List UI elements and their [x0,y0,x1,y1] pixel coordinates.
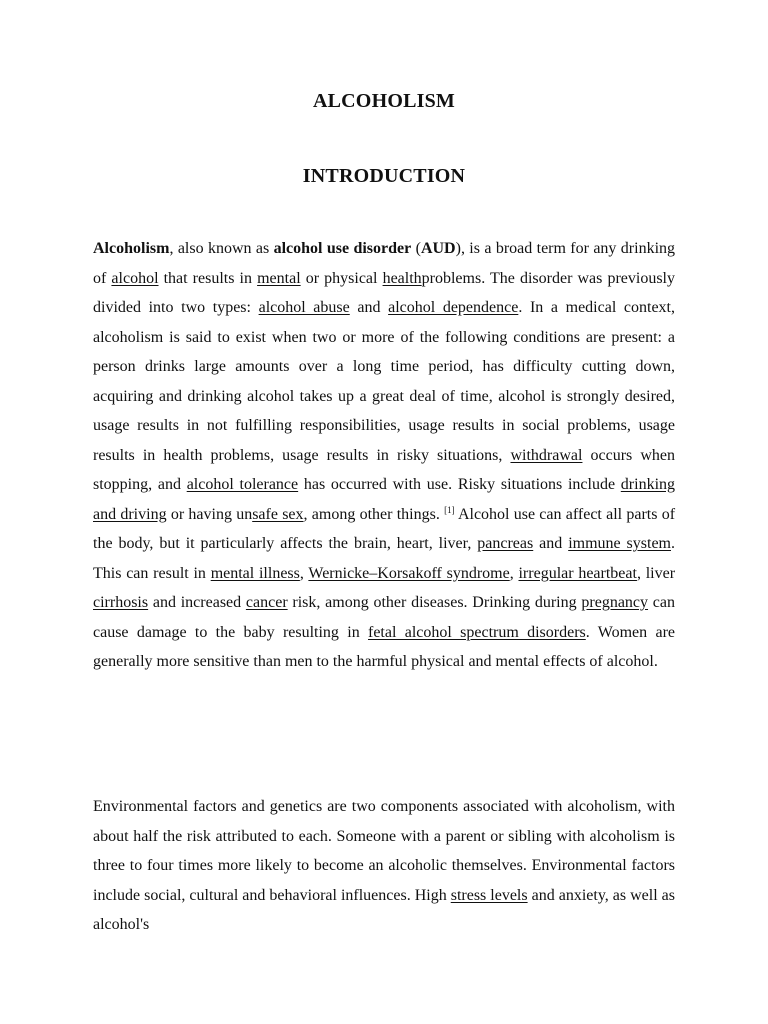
text-run: , among other things. [303,505,445,523]
section-heading: INTRODUCTION [302,165,466,187]
text-run: , [509,564,519,582]
bold-term: alcohol use disorder [273,240,412,257]
text-run: . This can result in [93,535,675,582]
text-run: and increased [148,594,246,611]
paragraph-1 [93,234,675,677]
text-run: that results in [158,269,258,287]
text-run: risk, among other diseases. Drinking during [287,594,582,611]
text-run: Alcohol use can affect all parts of the body, but it particularly affects the brain, heart, liver, [93,505,676,552]
hyperlink-term[interactable]: alcohol [111,269,159,287]
hyperlink-term[interactable]: pregnancy [581,594,649,611]
text-run: . Women are generally more sensitive than men to the harmful physical and mental effects of alcohol. [93,623,675,670]
hyperlink-term[interactable]: immune system [568,535,671,552]
hyperlink-term[interactable]: drinking and driving [93,476,676,523]
text-run: . In a medical context, alcoholism is said to exist when two or more of the following conditions are present: a person drinks large amounts over a long time period, has difficulty cutting down, acquiring and drinking alcohol takes up a great deal of time, alcohol is strongly desired, usage results in not fulfilling responsibilities, usage results in social problems, usage results in health problems, usage results in risky situations, [93,299,675,464]
paragraph-2 [93,792,675,940]
text-run: or physical [300,269,383,287]
hyperlink-term[interactable]: safe sex [252,505,304,523]
hyperlink-term[interactable]: withdrawal [510,446,583,464]
text-run: ( [411,240,421,257]
bold-term: Alcoholism [93,240,170,257]
text-run: and anxiety, as well as alcohol's [93,886,676,933]
text-run: and [349,299,389,316]
hyperlink-term[interactable]: alcohol dependence [388,299,519,316]
text-run: , [299,564,309,582]
text-run: has occurred with use. Risky situations include [298,476,621,493]
hyperlink-term[interactable]: cirrhosis [93,594,149,611]
bold-term: AUD [420,240,456,257]
hyperlink-term[interactable]: mental illness [210,564,300,582]
hyperlink-term[interactable]: fetal alcohol spectrum disorders [368,623,586,641]
text-run: , liver [636,564,676,582]
text-run: and [533,535,569,552]
hyperlink-term[interactable]: pancreas [477,535,534,552]
hyperlink-term[interactable]: irregular heartbeat [518,564,637,582]
text-run: ), is a broad term for any drinking of [93,240,676,287]
text-run: can cause damage to the baby resulting in [93,594,675,641]
hyperlink-term[interactable]: stress levels [450,886,528,904]
hyperlink-term[interactable]: Wernicke–Korsakoff syndrome [308,564,510,582]
hyperlink-term[interactable]: cancer [245,594,288,611]
text-run: or having un [166,505,253,523]
text-run: Environmental factors and genetics are two components associated with alcoholism, with about half the risk attributed to each. Someone with a parent or sibling with alcoholism is three to four times more likely to become an alcoholic themselves. Environmental factors include social, cultural and behavioral influences. High [93,798,675,904]
document-title: ALCOHOLISM [312,90,456,112]
text-run: occurs when stopping, and [93,446,676,493]
citation-ref[interactable]: [1] [444,504,455,515]
hyperlink-term[interactable]: health [382,269,422,287]
text-run: , also known as [169,240,274,257]
text-run: problems. The disorder was previously divided into two types: [93,269,676,316]
hyperlink-term[interactable]: mental [257,269,301,287]
hyperlink-term[interactable]: alcohol tolerance [186,476,299,493]
hyperlink-term[interactable]: alcohol abuse [258,299,350,316]
